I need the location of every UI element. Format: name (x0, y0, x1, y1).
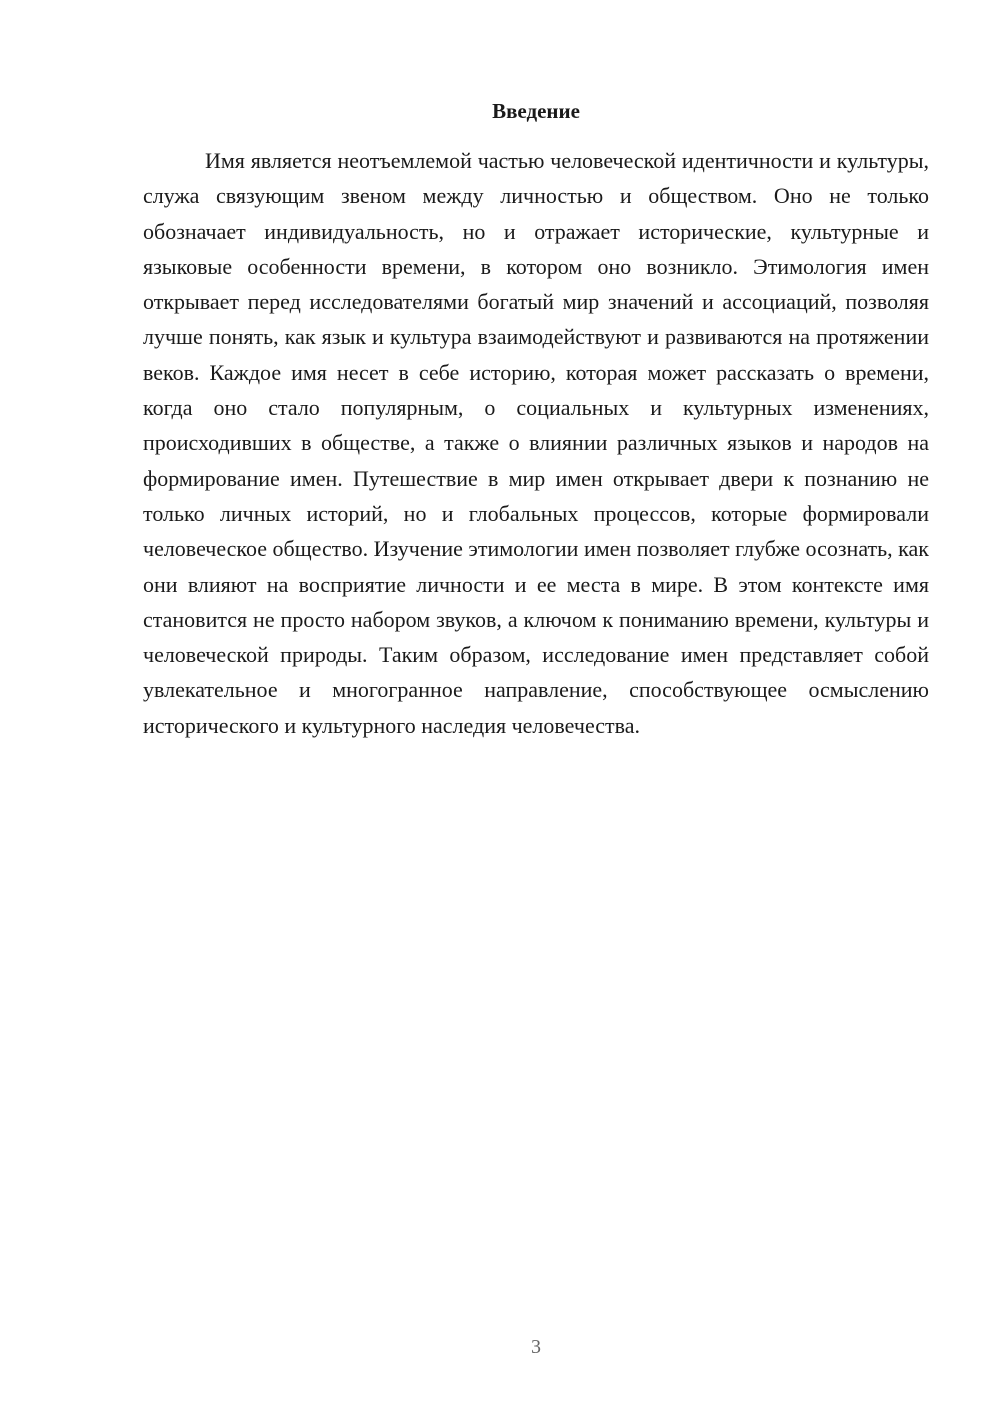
body-paragraph: Имя является неотъемлемой частью человеческой идентичности и культуры, служа связующим звеном между личностью и обществом. Оно не только обозначает индивидуальность, но и отражает исторические, культурные и языковые особенности времени, в котором оно возникло. Этимология имен открывает перед исследователями богатый мир значений и ассоциаций, позволяя лучше понять, как язык и культура взаимодействуют и развиваются на протяжении веков. Каждое имя несет в себе историю, которая может рассказать о времени, когда оно стало популярным, о социальных и культурных изменениях, происходивших в обществе, а также о влиянии различных языков и народов на формирование имен. Путешествие в мир имен открывает двери к познанию не только личных историй, но и глобальных процессов, которые формировали человеческое общество. Изучение этимологии имен позволяет глубже осознать, как они влияют на восприятие личности и ее места в мире. В этом контексте имя становится не просто набором звуков, а ключом к пониманию времени, культуры и человеческой природы. Таким образом, исследование имен представляет собой увлекательное и многогранное направление, способствующее осмыслению исторического и культурного наследия человечества. (143, 148, 929, 738)
page-number: 3 (531, 1336, 541, 1358)
section-heading: Введение (492, 99, 580, 123)
